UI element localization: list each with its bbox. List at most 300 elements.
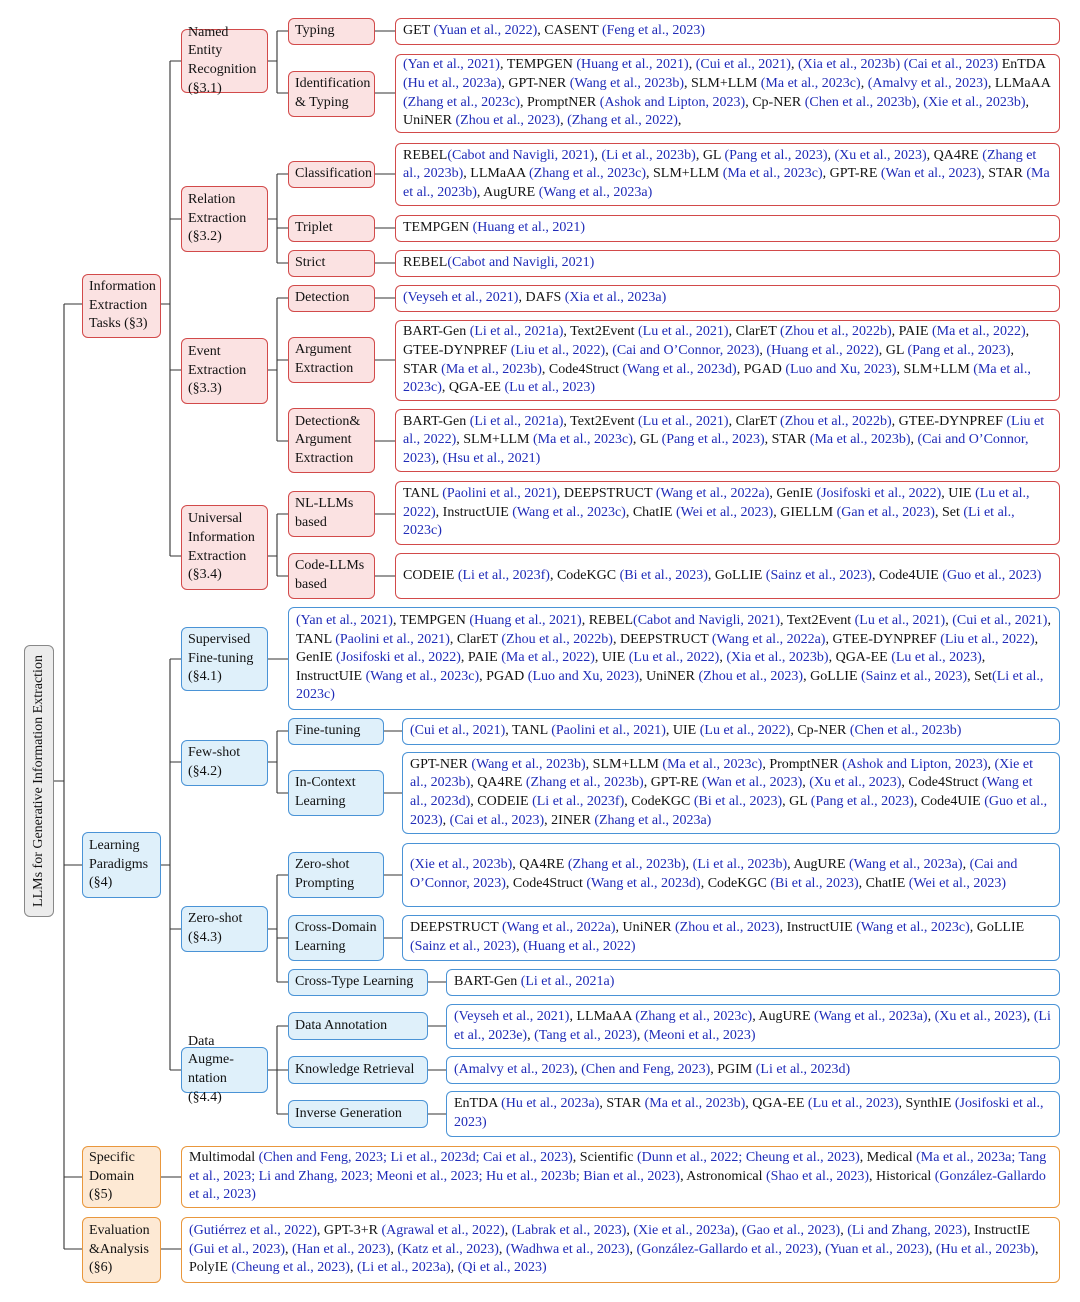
section-specific-domain: Specific Domain (§5): [82, 1146, 161, 1208]
citation: (Zhang et al., 2023b): [525, 775, 644, 791]
citation: (Ma et al., 2023c): [722, 166, 823, 182]
citation: (Bi et al., 2023): [770, 876, 859, 891]
method-name: ,: [516, 939, 524, 954]
method-name: , QA4RE: [470, 775, 526, 791]
leaf-fs-in-context-learning: In-Context Learning: [288, 770, 384, 816]
method-name: DEEPSTRUCT: [410, 920, 502, 936]
method-name: ,: [442, 812, 450, 828]
method-name: ,: [626, 1223, 634, 1239]
citation: (Ma et al., 2023b): [809, 432, 911, 448]
refs-supervised-fine-tuning: [288, 607, 1060, 710]
citation: (Shao et al., 2023): [766, 1168, 870, 1184]
citation: (Xu et al., 2023): [934, 1008, 1027, 1024]
citation: (Lu et al., 2023): [807, 1096, 899, 1112]
method-name: , SLM+LLM: [684, 75, 761, 91]
method-name: , PGIM: [710, 1061, 756, 1077]
citation: (Cui et al., 2021): [410, 723, 506, 739]
method-name: , GTEE-DYNPREF: [403, 324, 1030, 358]
method-name: ,: [910, 432, 918, 448]
citation: (Wang et al., 2023c): [856, 920, 970, 936]
citation: (Feng et al., 2023): [601, 23, 706, 39]
leaf-zs-cross-type: Cross-Type Learning: [288, 969, 428, 996]
citation: (Wang et al., 2023a): [814, 1008, 928, 1024]
leaf-fs-fine-tuning: Fine-tuning: [288, 718, 384, 745]
citation: (Ma et al., 2022): [501, 650, 595, 666]
section-evaluation-analysis: Evaluation &Analysis (§6): [82, 1217, 161, 1283]
citation: (Pang et al., 2023): [810, 794, 914, 809]
citation: (Xu et al., 2023): [809, 775, 902, 791]
citation: (Hsu et al., 2021): [442, 450, 541, 466]
method-name: ,: [734, 1223, 742, 1239]
method-name: , UniNER: [403, 94, 1030, 129]
method-name: , GL: [878, 342, 908, 358]
citation: (Wang et al., 2023c): [365, 668, 480, 684]
method-name: , UIE: [594, 650, 629, 666]
citation: (Wan et al., 2023): [880, 166, 982, 182]
leaf-ee-argument-extraction: Argument Extraction: [288, 337, 375, 383]
method-name: TEMPGEN: [403, 220, 473, 236]
citation: (Huang et al., 2021): [576, 57, 689, 73]
refs-ee-detection-argument: [395, 409, 1060, 472]
leaf-ee-detection-argument: Detection& Argument Extraction: [288, 408, 375, 473]
method-name: ,: [504, 1223, 512, 1239]
leaf-uie-nl-llms: NL-LLMs based: [288, 491, 375, 537]
refs-fs-in-context-learning: [402, 752, 1060, 834]
citation: (Cabot and Navigli, 2021): [447, 255, 595, 271]
method-name: ,: [636, 1027, 644, 1043]
leaf-ner-identification-typing: Identification & Typing: [288, 71, 375, 117]
citation: (Wang et al., 2023a): [849, 857, 963, 873]
citation: (Lu et al., 2021): [854, 613, 946, 629]
method-name: BART-Gen: [454, 974, 521, 990]
refs-uie-code-llms: [395, 553, 1060, 599]
citation: (Josifoski et al., 2022): [336, 650, 461, 666]
method-name: REBEL: [403, 147, 448, 163]
citation: (Cai et al., 2023): [449, 812, 545, 828]
method-name: , STAR: [764, 432, 810, 448]
method-name: ,: [945, 613, 953, 629]
citation: (Ma et al., 2023c): [760, 75, 861, 91]
citation: (Li et al., 2023b): [601, 147, 696, 163]
citation: (Ma et al., 2023b): [644, 1096, 746, 1112]
method-name: ,: [962, 857, 970, 873]
citation: (Liu et al., 2022): [510, 342, 606, 358]
method-name: , ClarET: [449, 631, 502, 647]
citation: (Wang et al., 2023c): [512, 504, 626, 520]
method-name: , GTEE-DYNPREF: [891, 413, 1007, 429]
method-name: , QGA-EE: [745, 1096, 808, 1112]
refs-re-strict: [395, 250, 1060, 277]
citation: (Tang et al., 2023): [534, 1027, 637, 1043]
citation: (Li et al., 2023d): [755, 1061, 851, 1077]
citation: (Han et al., 2023): [292, 1241, 391, 1257]
method-name: ,: [390, 1241, 398, 1257]
citation: (Guo et al., 2023): [942, 567, 1042, 583]
citation: (González-Gallardo et al., 2023): [189, 1168, 1046, 1203]
method-name: , SLM+LLM: [896, 361, 974, 377]
citation: (Huang et al., 2022): [523, 939, 636, 954]
subsection-few-shot: Few-shot (§4.2): [181, 740, 268, 786]
method-name: ,: [594, 147, 602, 163]
method-name: , LLMaAA: [987, 75, 1051, 91]
method-name: , Code4Struct: [901, 775, 982, 791]
citation: (Gao et al., 2023): [741, 1223, 841, 1239]
citation: (Xie et al., 2023b): [923, 94, 1026, 110]
subsection-zero-shot: Zero-shot (§4.3): [181, 906, 268, 952]
citation: (Wang et al., 2023d): [410, 775, 1033, 809]
citation: (Li et al., 2023a): [356, 1260, 451, 1276]
refs-ee-argument-extraction: [395, 320, 1060, 401]
citation: (Luo and Xu, 2023): [785, 361, 897, 377]
method-name: ,: [688, 57, 696, 73]
method-name: ,: [285, 1241, 293, 1257]
refs-da-data-annotation: [446, 1004, 1060, 1049]
method-name: , GPT-RE: [643, 775, 702, 791]
method-name: , GoLLIE: [803, 668, 862, 684]
method-name: , PromptNER: [520, 94, 600, 110]
citation: (Ma et al., 2022): [931, 324, 1026, 340]
citation: (Hu et al., 2023a): [501, 1096, 600, 1112]
method-name: REBEL: [403, 255, 448, 271]
citation: (Zhou et al., 2023): [455, 113, 561, 129]
method-name: ,: [802, 775, 810, 791]
method-name: , GPT-RE: [822, 166, 881, 182]
citation: (Hu et al., 2023b): [935, 1241, 1036, 1257]
citation: (Ma et al., 2023c): [533, 432, 633, 448]
citation: (Zhang et al., 2023a): [594, 812, 712, 828]
method-name: , UniNER: [638, 668, 699, 684]
method-name: , PAIE: [460, 650, 502, 666]
method-name: , SLM+LLM: [456, 432, 533, 448]
citation: (Pang et al., 2023): [661, 432, 765, 448]
leaf-re-strict: Strict: [288, 250, 375, 277]
method-name: , Code4Struct: [505, 876, 587, 891]
method-name: , GL: [695, 147, 725, 163]
citation: (Wang et al., 2022a): [501, 920, 616, 936]
leaf-da-inverse-generation: Inverse Generation: [288, 1100, 428, 1128]
method-name: , InstructIE: [966, 1223, 1030, 1239]
leaf-da-knowledge-retrieval: Knowledge Retrieval: [288, 1056, 428, 1084]
method-name: , UniNER: [615, 920, 675, 936]
citation: (Wadhwa et al., 2023): [505, 1241, 630, 1257]
method-name: , GPT-3+R: [316, 1223, 382, 1239]
citation: (Wang et al., 2023b): [569, 75, 685, 91]
method-name: , Cp-NER: [790, 723, 850, 739]
method-name: ,: [840, 1223, 848, 1239]
citation: (Pang et al., 2023): [724, 147, 828, 163]
method-name: , Text2Event: [563, 413, 638, 429]
citation: (Zhang et al., 2023b): [567, 857, 686, 873]
method-name: , PAIE: [891, 324, 932, 340]
method-name: , Code4UIE: [871, 567, 943, 583]
citation: (González-Gallardo et al., 2023): [636, 1241, 819, 1257]
citation: (Xia et al., 2023b): [726, 650, 829, 666]
method-name: , CodeKGC: [624, 794, 694, 809]
method-name: , Medical: [859, 1150, 917, 1166]
method-name: , DEEPSTRUCT: [556, 486, 656, 502]
citation: (Zhang et al., 2023c): [635, 1008, 753, 1024]
citation: (Liu et al., 2022): [940, 631, 1035, 647]
citation: (Zhou et al., 2022b): [780, 413, 892, 429]
citation: (Gui et al., 2023): [189, 1241, 286, 1257]
method-name: ,: [498, 1241, 506, 1257]
method-name: ,: [435, 450, 443, 466]
leaf-zs-cross-domain: Cross-Domain Learning: [288, 915, 384, 961]
citation: (Liu et al., 2022): [403, 413, 1045, 448]
citation: (Agrawal et al., 2022): [381, 1223, 505, 1239]
citation: (Wang et al., 2023d): [622, 361, 737, 377]
citation: (Amalvy et al., 2023): [454, 1061, 575, 1077]
citation: (Li et al., 2023c): [296, 668, 1044, 703]
citation: (Lu et al., 2022): [628, 650, 720, 666]
root-node: LLMs for Generative Information Extraction: [24, 645, 54, 917]
method-name: ,: [450, 1260, 458, 1276]
citation: (Qi et al., 2023): [457, 1260, 547, 1276]
citation: (Lu et al., 2022): [699, 723, 791, 739]
citation: (Wei et al., 2023): [675, 504, 774, 520]
refs-zs-prompting: [402, 843, 1060, 907]
method-name: , GenIE: [296, 631, 1039, 666]
citation: (Bi et al., 2023): [619, 567, 708, 583]
citation: (Chen et al., 2023b): [804, 94, 917, 110]
subsection-data-augmentation: Data Augme-ntation (§4.4): [181, 1047, 268, 1093]
method-name: ,: [677, 113, 682, 129]
method-name: GET: [403, 23, 434, 39]
method-name: ,: [349, 1260, 357, 1276]
section-learning-paradigms: Learning Paradigms (§4): [82, 832, 161, 898]
refs-specific-domain: [181, 1146, 1060, 1208]
method-name: , UIE: [941, 486, 976, 502]
method-name: , Astronomical: [680, 1168, 767, 1184]
citation: (Meoni et al., 2023): [643, 1027, 756, 1043]
method-name: , TANL: [296, 613, 1051, 647]
method-name: EnTDA: [998, 57, 1046, 73]
method-name: , 2INER: [544, 812, 595, 828]
citation: (Ashok and Lipton, 2023): [842, 756, 988, 772]
refs-ner-identification-typing: [395, 54, 1060, 133]
refs-zs-cross-domain: [402, 915, 1060, 961]
method-name: , CodeKGC: [700, 876, 771, 891]
citation: (Labrak et al., 2023): [511, 1223, 627, 1239]
citation: (Zhang et al., 2023c): [403, 94, 521, 110]
method-name: , Historical: [869, 1168, 935, 1184]
method-name: , GL: [632, 432, 662, 448]
method-name: , AugURE: [787, 857, 849, 873]
citation: (Li et al., 2023f): [457, 567, 550, 583]
method-name: ,: [605, 342, 613, 358]
method-name: , Set: [967, 668, 993, 684]
method-name: ,: [928, 1241, 936, 1257]
citation: (Ma et al., 2023a; Tang et al., 2023; Li and Zhang, 2023; Meoni et al., 2023; Hu et al., 2023b; Bian et al., 2023): [189, 1150, 1047, 1184]
method-name: , PromptNER: [762, 756, 843, 772]
method-name: , GL: [782, 794, 811, 809]
citation: (Chen and Feng, 2023): [581, 1061, 711, 1077]
refs-zs-cross-type: [446, 969, 1060, 996]
method-name: , DEEPSTRUCT: [612, 631, 712, 647]
citation: (Zhou et al., 2023): [675, 920, 780, 936]
citation: (Cabot and Navigli, 2021): [633, 613, 781, 629]
refs-re-classification: [395, 143, 1060, 206]
method-name: ,: [916, 94, 924, 110]
method-name: , GoLLIE: [969, 920, 1025, 936]
citation: (Lu et al., 2023): [504, 380, 596, 396]
method-name: , Set: [934, 504, 964, 520]
citation: (Guo et al., 2023): [410, 794, 1048, 828]
citation: (Wang et al., 2022a): [711, 631, 826, 647]
citation: (Sainz et al., 2023): [861, 668, 968, 684]
citation: (Huang et al., 2021): [469, 613, 582, 629]
method-name: , InstructUIE: [435, 504, 513, 520]
citation: (Chen and Feng, 2023; Li et al., 2023d; Cai et al., 2023): [258, 1150, 573, 1166]
citation: (Wan et al., 2023): [701, 775, 803, 791]
method-name: , PGAD: [479, 668, 528, 684]
citation: (Cai et al., 2023): [903, 57, 999, 73]
method-name: ,: [629, 1241, 637, 1257]
citation: (Cabot and Navigli, 2021): [447, 147, 595, 163]
method-name: , CASENT: [537, 23, 602, 39]
leaf-da-data-annotation: Data Annotation: [288, 1012, 428, 1040]
method-name: , LLMaAA: [569, 1008, 636, 1024]
refs-uie-nl-llms: [395, 481, 1060, 545]
citation: (Pang et al., 2023): [907, 342, 1011, 358]
method-name: ,: [818, 1241, 826, 1257]
citation: (Cui et al., 2021): [695, 57, 791, 73]
leaf-re-triplet: Triplet: [288, 215, 375, 242]
method-name: , InstructUIE: [779, 920, 857, 936]
citation: (Ma et al., 2023c): [403, 361, 1031, 396]
citation: (Cheung et al., 2023): [231, 1260, 350, 1276]
citation: (Zhou et al., 2022b): [501, 631, 613, 647]
citation: (Katz et al., 2023): [397, 1241, 499, 1257]
method-name: ,: [1026, 1008, 1034, 1024]
citation: (Li et al., 2023c): [403, 504, 1015, 539]
citation: (Wang et al., 2023d): [586, 876, 701, 891]
citation: (Xia et al., 2023b): [797, 57, 901, 73]
citation: (Li et al., 2023f): [532, 794, 625, 809]
method-name: CODEIE: [403, 567, 458, 583]
citation: (Xia et al., 2023a): [564, 290, 667, 306]
citation: (Xie et al., 2023b): [410, 756, 1033, 791]
method-name: , CodeKGC: [549, 567, 620, 583]
method-name: , ClarET: [728, 324, 781, 340]
citation: (Paolini et al., 2021): [551, 723, 666, 739]
method-name: , Text2Event: [780, 613, 855, 629]
method-name: ,: [987, 756, 995, 772]
citation: (Zhou et al., 2023): [698, 668, 804, 684]
citation: (Gan et al., 2023): [836, 504, 935, 520]
citation: (Lu et al., 2021): [637, 413, 729, 429]
method-name: BART-Gen: [403, 413, 470, 429]
method-name: , DAFS: [518, 290, 565, 306]
subsection-event-extraction: Event Extraction (§3.3): [181, 338, 268, 404]
citation: (Yuan et al., 2022): [433, 23, 538, 39]
citation: (Hu et al., 2023a): [403, 75, 502, 91]
citation: (Huang et al., 2022): [766, 342, 879, 358]
citation: (Zhang et al., 2022): [567, 113, 678, 129]
method-name: , TEMPGEN: [499, 57, 577, 73]
citation: (Zhang et al., 2023c): [528, 166, 646, 182]
citation: (Dunn et al., 2022; Cheung et al., 2023): [636, 1150, 860, 1166]
citation: (Ma et al., 2023c): [662, 756, 763, 772]
citation: (Wei et al., 2023): [908, 876, 1006, 891]
citation: (Li et al., 2021a): [469, 324, 564, 340]
method-name: , GoLLIE: [707, 567, 766, 583]
leaf-re-classification: Classification: [288, 161, 375, 188]
method-name: TANL: [403, 486, 443, 502]
citation: (Huang et al., 2021): [472, 220, 585, 236]
method-name: , QGA-EE: [828, 650, 892, 666]
refs-fs-fine-tuning: [402, 718, 1060, 745]
method-name: , STAR: [403, 342, 1014, 377]
method-name: , QGA-EE: [441, 380, 505, 396]
method-name: , UIE: [665, 723, 700, 739]
citation: (Ma et al., 2023b): [403, 166, 1050, 200]
method-name: ,: [685, 857, 693, 873]
refs-re-triplet: [395, 215, 1060, 242]
method-name: , PolyIE: [189, 1241, 1039, 1276]
refs-evaluation-analysis: [181, 1217, 1060, 1283]
leaf-ee-detection: Detection: [288, 285, 375, 312]
method-name: ,: [827, 147, 835, 163]
method-name: , Code4Struct: [541, 361, 623, 377]
citation: (Li et al., 2023b): [692, 857, 788, 873]
method-name: , ClarET: [728, 413, 781, 429]
method-name: Multimodal: [189, 1150, 259, 1166]
citation: (Paolini et al., 2021): [335, 631, 450, 647]
method-name: , GTEE-DYNPREF: [825, 631, 941, 647]
citation: (Amalvy et al., 2023): [867, 75, 988, 91]
method-name: ,: [860, 75, 868, 91]
method-name: , SLM+LLM: [585, 756, 663, 772]
method-name: , SynthIE: [898, 1096, 955, 1112]
citation: (Cai and O’Connor, 2023): [612, 342, 760, 358]
citation: (Yuan et al., 2023): [825, 1241, 929, 1257]
refs-ee-detection: [395, 285, 1060, 312]
citation: (Veyseh et al., 2021): [454, 1008, 570, 1024]
citation: (Josifoski et al., 2022): [816, 486, 942, 502]
citation: (Paolini et al., 2021): [442, 486, 557, 502]
method-name: GPT-NER: [410, 756, 472, 772]
citation: (Gutiérrez et al., 2022): [189, 1223, 317, 1239]
citation: (Lu et al., 2021): [637, 324, 729, 340]
citation: (Xie et al., 2023b): [410, 857, 513, 873]
method-name: , REBEL: [581, 613, 634, 629]
leaf-uie-code-llms: Code-LLMs based: [288, 553, 375, 599]
method-name: , Text2Event: [563, 324, 638, 340]
citation: (Luo and Xu, 2023): [527, 668, 639, 684]
method-name: , ChatIE: [625, 504, 676, 520]
refs-da-knowledge-retrieval: [446, 1056, 1060, 1084]
method-name: BART-Gen: [403, 324, 470, 340]
method-name: ,: [719, 650, 727, 666]
citation: (Lu et al., 2023): [891, 650, 982, 666]
section-information-extraction-tasks: Information Extraction Tasks (§3): [82, 274, 161, 338]
citation: (Li et al., 2021a): [469, 413, 564, 429]
citation: (Bi et al., 2023): [693, 794, 783, 809]
method-name: , AugURE: [476, 184, 539, 200]
citation: (Zhang et al., 2023b): [403, 147, 1037, 182]
citation: (Xu et al., 2023): [834, 147, 927, 163]
refs-da-inverse-generation: [446, 1091, 1060, 1137]
citation: (Zhou et al., 2022b): [780, 324, 892, 340]
method-name: ,: [527, 1027, 535, 1043]
citation: (Veyseh et al., 2021): [403, 290, 519, 306]
citation: (Yan et al., 2021): [296, 613, 393, 629]
citation: (Josifoski et al., 2023): [454, 1096, 1044, 1130]
method-name: ,: [574, 1061, 582, 1077]
method-name: , Code4UIE: [913, 794, 985, 809]
subsection-relation-extraction: Relation Extraction (§3.2): [181, 186, 268, 252]
